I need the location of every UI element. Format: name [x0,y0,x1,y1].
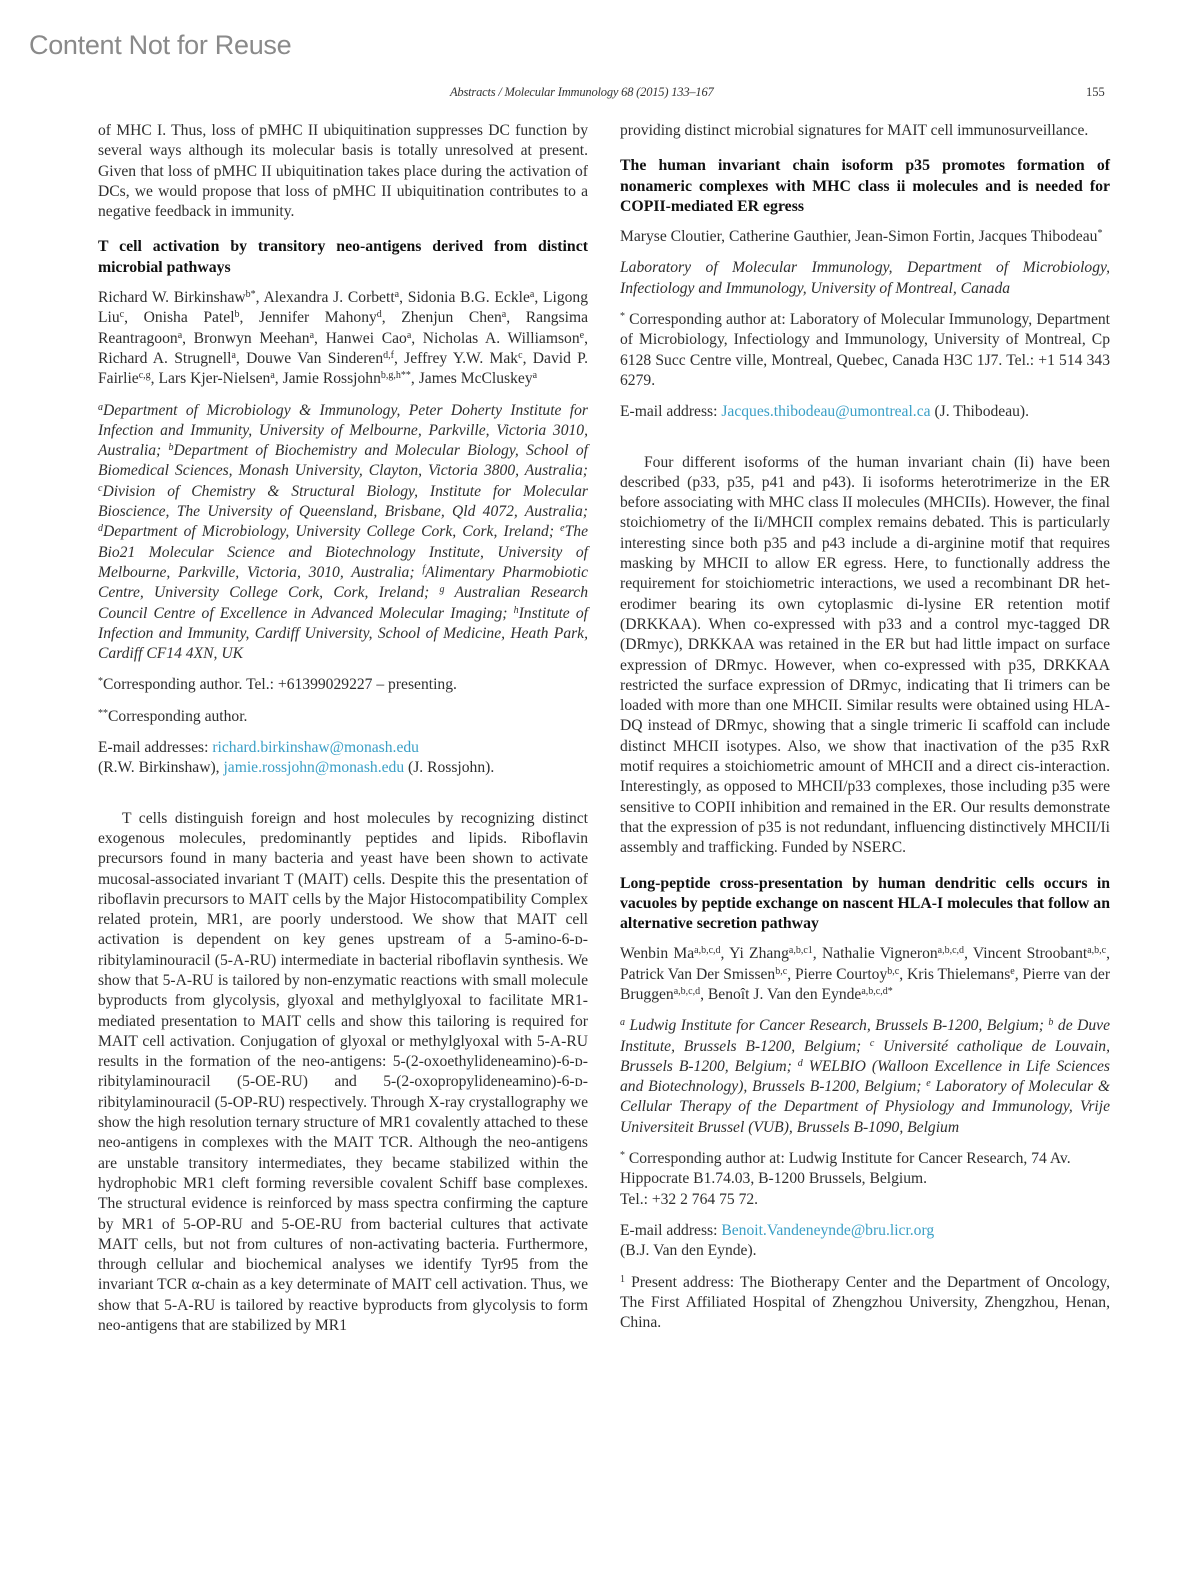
affiliation-text: WELBIO (Walloon Excellence in Life Sciences and Biotechnology), Brussels B-1200, Belgium; [620,1057,1110,1096]
right-column [620,121,1110,1333]
affiliation-mark: a [309,329,315,341]
author-name: Richard W. Birkinshaw [98,289,246,307]
email-link-thibodeau[interactable]: Jacques.thibodeau@umontreal.ca [721,403,931,421]
footnote-mark: 1 [620,1273,625,1285]
affiliation-text: Laboratory of Molecular & Cellular Therapy of the Department of Physiology and Immunology, Vrije Universiteit Brussel (VUB), Brussels B-1090, Belgium [620,1078,1111,1136]
author-name: Jamie Rossjohn [282,370,381,388]
author-name: David P. Fairlie [98,349,589,388]
footnote-mark: ** [98,707,108,719]
affiliation-text: de Duve Institute, Brussels B-1200, Belgium; [620,1017,1110,1055]
email-link-birkinshaw[interactable]: richard.birkinshaw@monash.edu [212,739,419,757]
email-owner: (B.J. Van den Eynde). [620,1242,757,1260]
corresponding-author-note-2 [98,707,588,727]
affiliation-text: Department of Microbiology & Immunology, Peter Doherty Institute for Infection and Immunity, University of Melbourne, Parkville, Victoria 3010, Australia; [98,401,588,460]
affiliation-mark: e [579,329,585,341]
affiliation-mark: a,b,c1 [788,945,813,957]
affiliation-mark: b,c [775,965,788,977]
affiliation-mark: e [1010,965,1015,977]
email-address [620,402,1110,422]
running-header [0,85,1200,101]
affiliation-mark: c [869,1037,875,1049]
email-owner: (J. Rossjohn). [404,759,495,777]
corresponding-author-note [620,1149,1110,1210]
affiliation-mark: c [98,482,103,494]
corresponding-author-text: Corresponding author. Tel.: +61399029227 – presenting. [103,676,457,694]
watermark-text: Content Not for Reuse [29,30,292,60]
affiliation-mark: a [406,329,412,341]
affiliation: Laboratory of Molecular Immunology, Department of Microbiology, Infectiology and Immunology, University of Montreal, Canada [620,259,1110,297]
author-name: Nicholas A. Williamson [422,329,580,347]
affiliation-mark: a,b,c,d [673,985,701,997]
author-name: Ligong Liu [98,289,589,327]
affiliation-mark: d,f [383,349,394,361]
abstract-title: T cell activation by transitory neo-antigens derived from distinct microbial pathways [98,238,588,276]
author-name: Douwe Van Sinderen [246,349,384,367]
author-name: Vincent Stroobant [972,945,1088,963]
affiliation-mark: d [98,523,103,535]
affiliation-mark: b* [245,289,256,301]
affiliation-mark: b [168,442,174,454]
affiliation-text: Université catholique de Louvain, Brussels B-1200, Belgium; [620,1037,1110,1075]
corresponding-author-tel: Tel.: +32 2 764 75 72. [620,1190,759,1208]
author-name: Jennifer Mahony [259,309,377,327]
affiliation-mark: g [439,584,445,596]
author-list: Wenbin Ma$^{a,b,c,d}$, Yi Zhang$^{a,b,c1}$, Nathalie Vigneron$^{a,b,c,d}$, Vincent Stroobant$^{a,b,c}$, Patrick Van Der Smissen$^{b,c}$, Pierre Courtoy$^{b,c}$, Kris Thielemans$^e$, Pierre van der Bruggen$^{a,b,c,d}$, Benoît J. Van den Eynde$^{a,b,c,d*}$ [620,945,1111,1003]
affiliation-mark: d [376,309,382,321]
email-label: E-mail address: [620,1221,722,1239]
corresponding-author-text: Corresponding author. [108,707,248,725]
affiliation-mark: a [98,401,103,413]
author-name: Pierre van der Bruggen [620,965,1111,1003]
affiliation-text: Alimentary Pharmobiotic Centre, University College Cork, Cork, Ireland; [98,563,588,602]
author-name: Kris Thielemans [907,965,1011,983]
affiliation-mark: a [620,1017,625,1029]
affiliations [620,1016,1110,1138]
author-name: Zhenjun Chen [401,309,502,327]
affiliation-mark: d [797,1057,803,1069]
author-list: Richard W. Birkinshaw$^{b*}$, Alexandra J. Corbett$^a$, Sidonia B.G. Eckle$^a$, Ligong Liu$^c$, Onisha Patel$^b$, Jennifer Mahony$^d$, Zhenjun Chen$^a$, Rangsima Reantragoon$^a$, Bronwyn Meehan$^a$, Hanwei Cao$^a$, Nicholas A. Williamson$^e$, Richard A. Strugnell$^a$, Douwe Van Sinderen$^{d,f}$, Jeffrey Y.W. Mak$^c$, David P. Fairlie$^{c,g}$, Lars Kjer-Nielsen$^a$, Jamie Rossjohn$^{b,g,h**}$, James McCluskey$^a$ [98,289,589,388]
abstract-body: T cells distinguish foreign and host molecules by recognizing distinct exogenous molecules, predominantly peptides and lipids. Riboflavin precursors found in many bacteria and yeast have been shown to activate mucosal-associated invariant T (MAIT) cells. Despite this the presentation of riboflavin precursors to MAIT cells by the Major Histocompatibility Complex related protein, MR1, are poorly understood. We show that MAIT cell activation is dependent on key genes upstream of a 5-amino-6-ᴅ-ribitylaminouracil (5-A-RU) intermediate in bacterial riboflavin synthesis. We show that 5-A-RU is tailored by non-enzymatic reactions with small molecule byproducts from glycolysis, glyoxal and methylglyoxal to facilitate MR1-mediated presentation to MAIT cells and show this tailoring is required for MAIT cell activation. Conjugation of glyoxal or methylglyoxal with 5-A-RU results in the formation of the neo-antigens: 5-(2-oxoethylideneamino)-6-ᴅ-ribitylaminouracil (5-OE-RU) and 5-(2-oxopropylideneamino)-6-ᴅ-ribitylaminouracil (5-OP-RU) respectively. Through X-ray crystallography we show the high resolution ternary structure of MR1 covalently attached to these neo-antigens in complexes with the MAIT TCR. Although the neo-antigens are unstable transitory intermediates, they became stabilized within the hydrophobic MR1 cleft forming reversible covalent Schiff base complexes. The structural evidence is reinforced by mass spectra confirming the capture by MR1 of 5-OP-RU and 5-OE-RU from bacterial cultures that activate MAIT cells, but not from cultures of non-activating bacteria. Furthermore, through cellular and biochemical analyses we identify Tyr95 from the invariant TCR α-chain as a key determinate of MAIT cell activation. Thus, we show that 5-A-RU is tailored by reactive byproducts from glycolysis to form neo-antigens that are stabilized by MR1 [98,809,588,1335]
author-name: Wenbin Ma [620,945,695,963]
left-column [98,121,588,1336]
footnote-mark: * [620,1150,625,1162]
affiliation-mark: h [513,604,519,616]
email-label: E-mail addresses: [98,739,213,757]
present-address-note [620,1273,1110,1334]
abstract-body: Four different isoforms of the human invariant chain (Ii) have been described (p33, p35, p41 and p43). Ii isoforms heterotrimerize in the ER before associating with MHC class II molecules (MHCIIs). However, the final stoichiometry of the Ii/MHCII complex remains debated. This is particularly interesting since both p35 and p43 include a di-arginine motif that requires masking by MHCII to allow ER egress. Here, to functionally address the requirement for stoichiometric interactions, we used a recombinant DR heterodimer bearing its own cytoplasmic di-lysine ER retention motif (DRKKAA). When co-expressed with p33 and a control myc-tagged DR (DRmyc), DRKKAA was retained in the ER but had little impact on surface expression of DRmyc. However, when co-expressed with p35, DRKKAA restricted the surface expression of DRmyc, indicating that Ii trimers can be loaded with more than one MHCII. Similar results were obtained using HLA-DQ instead of DRmyc, showing that a single trimeric Ii scaffold can include distinct MHCII isotypes. Also, we show that inactivation of the p35 RxR motif requires a stoichiometric amount of MHCII and a direct cis-interaction. Interestingly, as opposed to MHCII/p33 complexes, those including p35 were sensitive to COPII inhibition and remained in the ER. Our results demonstrate that the expression of p35 is not redundant, influencing distinctively MHCII/Ii assembly and trafficking. Funded by NSERC. [620,453,1110,857]
affiliation-mark: a [231,349,236,361]
author-name: Richard A. Strugnell [98,349,232,367]
footnote-mark: * [620,311,625,323]
affiliation-text: Australian Research Council Centre of Excellence in Advanced Molecular Imaging; [98,584,588,622]
author-list [620,227,1110,247]
affiliation-mark: f [422,563,426,575]
present-address-text: Present address: The Biotherapy Center and the Department of Oncology, The First Affiliated Hospital of Zhengzhou University, Zhengzhou, Henan, China. [620,1273,1110,1332]
page-number: 155 [1086,85,1105,99]
author-name: Patrick Van Der Smissen [620,965,776,983]
corresponding-author-text: Corresponding author at: Laboratory of Molecular Immunology, Department of Microbiology, Infectiology and Immunology, University of Montreal, Cp 6128 Succ Centre ville, Montreal, Quebec, Canada H3C 1J7. Tel.: +1 514 343 6279. [620,311,1110,389]
email-address [620,1221,1110,1262]
affiliation-mark: a,b,c,d [694,945,721,957]
affiliation-mark: a,b,c,d [937,945,965,957]
corresponding-author-note [620,310,1110,391]
corresponding-author-text: Corresponding author at: Ludwig Institute for Cancer Research, 74 Av. Hippocrate B1.74.03, B-1200 Brussels, Belgium. [620,1150,1071,1188]
affiliation-mark: a,b,c [1087,945,1107,957]
authors-text: Maryse Cloutier, Catherine Gauthier, Jean-Simon Fortin, Jacques Thibodeau [620,228,1098,246]
continued-paragraph: of MHC I. Thus, loss of pMHC II ubiquitination suppresses DC function by several ways although its molecular basis is totally unresolved at present. Given that loss of pMHC II ubiquitination takes place during the activation of DCs, we would propose that loss of pMHC II ubiquitination contributes to a negative feedback in immunity. [98,122,588,221]
author-name: Hanwei Cao [325,329,407,347]
affiliation-mark: b [1048,1017,1054,1029]
email-label: E-mail address: [620,403,722,421]
affiliation-mark: a [501,309,507,321]
email-owner: (R.W. Birkinshaw), [98,759,224,777]
author-name: James McCluskey [418,370,533,388]
affiliation-mark: b,g,h** [380,370,411,382]
author-name: Lars Kjer-Nielsen [158,370,271,388]
footnote-mark: * [98,676,103,688]
email-link-vandeneynde[interactable]: Benoit.Vandeneynde@bru.licr.org [721,1221,935,1239]
email-owner: (J. Thibodeau). [930,403,1030,421]
affiliation-text: Department of Microbiology, University College Cork, Cork, Ireland; [103,523,561,541]
author-name: Rangsima Reantragoon [98,309,589,347]
affiliation-mark: a [177,329,183,341]
author-name: Bronwyn Meehan [193,329,310,347]
affiliation-mark: a [394,289,400,301]
author-name: Onisha Patel [143,309,235,327]
affiliation-text: Department of Biochemistry and Molecular Biology, School of Biomedical Sciences, Monash University, Clayton, Victoria 3800, Australia; [98,442,588,480]
author-name: Alexandra J. Corbett [263,289,395,307]
abstract-title: Long-peptide cross-presentation by human dendritic cells occurs in vacuoles by peptide exchange on nascent HLA-I molecules that follow an alternative secretion pathway [620,874,1110,933]
email-addresses [98,738,588,779]
affiliation-mark: b [234,309,240,321]
journal-citation: Abstracts / Molecular Immunology 68 (2015) 133–167 [450,85,714,99]
continued-paragraph: providing distinct microbial signatures for MAIT cell immunosurveillance. [620,122,1089,139]
affiliation-mark: a [270,370,275,382]
author-name: Benoît J. Van den Eynde [707,985,862,1003]
affiliation-mark: e [560,523,565,535]
affiliations [98,401,588,665]
author-name: Yi Zhang [729,945,789,963]
affiliation-text: The Bio21 Molecular Science and Biotechnology Institute, University of Melbourne, Parkville, Victoria, 3010, Australia; [98,523,588,581]
affiliation-text: Ludwig Institute for Cancer Research, Brussels B-1200, Belgium; [625,1017,1049,1035]
author-name: Pierre Courtoy [795,965,888,983]
affiliation-mark: c,g [138,370,151,382]
affiliation-text: Institute of Infection and Immunity, Cardiff University, School of Medicine, Heath Park, Cardiff CF14 4XN, UK [98,604,588,663]
affiliation-mark: a [529,289,535,301]
author-name: Nathalie Vigneron [821,945,938,963]
affiliation-mark: c [119,309,125,321]
author-name: Jeffrey Y.W. Mak [404,349,519,367]
affiliation-mark: a [532,370,538,382]
affiliation-mark: b,c [887,965,900,977]
affiliation-mark: c [518,349,523,361]
author-name: Sidonia B.G. Eckle [407,289,530,307]
abstract-title: The human invariant chain isoform p35 promotes formation of nonameric complexes with MHC class ii molecules and is needed for COPII-mediated ER egress [620,157,1110,215]
affiliation-mark: e [926,1078,931,1090]
author-sup: * [1097,228,1103,240]
email-link-rossjohn[interactable]: jamie.rossjohn@monash.edu [223,759,405,777]
affiliation-text: Division of Chemistry & Structural Biology, Institute for Molecular Bioscience, The University of Queensland, Brisbane, Qld 4072, Australia; [98,482,588,521]
corresponding-author-note [98,675,588,695]
affiliation-mark: a,b,c,d* [861,985,893,997]
